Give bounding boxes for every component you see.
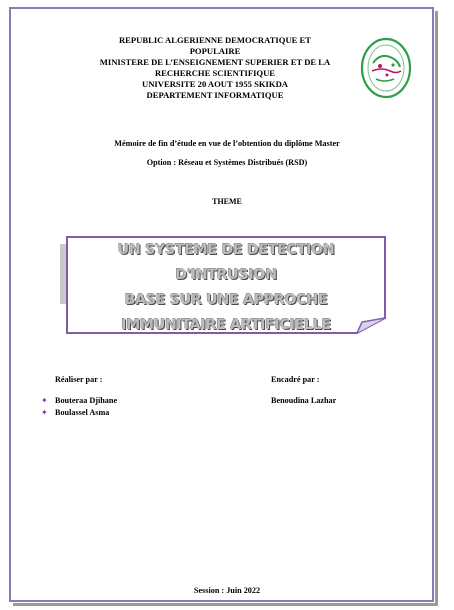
memoire-line: Mémoire de fin d’étude en vue de l’obtention du diplôme Master	[114, 139, 340, 148]
supervisor-name: Benoudina Lazhar	[271, 396, 337, 405]
author-name: Bouteraa Djihane	[55, 396, 118, 405]
title-line: IMMUNITAIRE ARTIFICIELLE	[121, 317, 331, 333]
header-line: MINISTERE DE L’ENSEIGNEMENT SUPERIER ET DE LA	[99, 57, 331, 67]
bullet-icon: ✦	[41, 408, 48, 417]
header-line: DEPARTEMENT INFORMATIQUE	[146, 90, 284, 100]
institution-header	[60, 35, 370, 101]
thesis-title	[66, 238, 386, 338]
title-line: BASE SUR UNE APPROCHE	[124, 292, 328, 308]
realise-label: Réaliser par :	[55, 375, 103, 384]
header-line: UNIVERSITE 20 AOUT 1955 SKIKDA	[142, 79, 288, 89]
encadre-label: Encadré par :	[271, 375, 320, 384]
session-line: Session : Juin 2022	[193, 586, 261, 595]
header-line: RECHERCHE SCIENTIFIQUE	[154, 68, 276, 78]
header-line: POPULAIRE	[189, 46, 241, 56]
theme-label: THEME	[212, 197, 242, 206]
bullet-icon: ✦	[41, 396, 48, 405]
university-seal-icon	[360, 37, 412, 99]
title-line: UN SYSTEME DE DETECTION D'INTRUSION	[117, 242, 335, 283]
author-name: Boulassel Asma	[55, 408, 110, 417]
option-line: Option : Réseau et Systèmes Distribués (RSD)	[146, 158, 308, 167]
header-line: REPUBLIC ALGERIENNE DEMOCRATIQUE ET	[118, 35, 312, 45]
